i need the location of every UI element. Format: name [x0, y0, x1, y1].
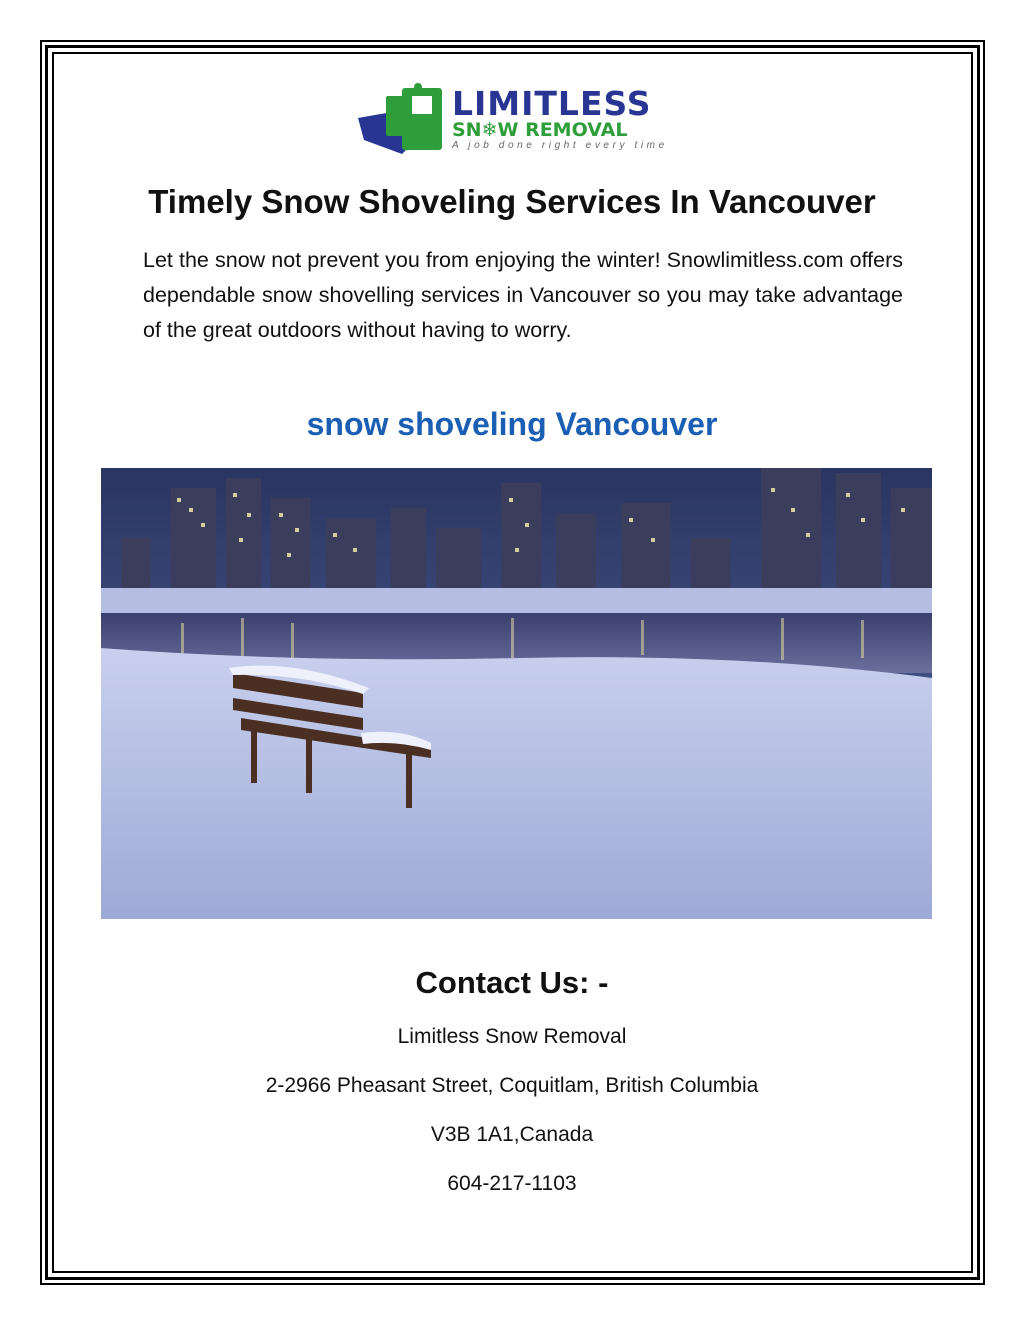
snowy-park-bench-icon	[101, 468, 932, 919]
keyword-link[interactable]: snow shoveling Vancouver	[306, 406, 718, 442]
page-title: Timely Snow Shoveling Services In Vancouver	[148, 183, 876, 220]
contact-street: 2-2966 Pheasant Street, Coquitlam, British Columbia	[265, 1074, 759, 1097]
contact-company: Limitless Snow Removal	[397, 1025, 627, 1048]
company-logo	[356, 82, 668, 158]
logo-line-2: SN❄W REMOVAL	[452, 119, 628, 141]
intro-paragraph: Let the snow not prevent you from enjoying the winter! Snowlimitless.com offers dependable snow shovelling services in Vancouver so you may take advantage of the great outdoors without having to worry.	[143, 248, 903, 342]
contact-title: Contact Us: -	[415, 965, 609, 1000]
logo-tagline: A job done right every time	[452, 140, 668, 151]
logo-line-1: LIMITLESS	[452, 84, 652, 123]
snowy-park-photo	[101, 468, 932, 919]
snow-plow-icon	[356, 82, 452, 158]
contact-postal: V3B 1A1,Canada	[430, 1123, 594, 1146]
contact-phone[interactable]: 604-217-1103	[447, 1172, 577, 1195]
